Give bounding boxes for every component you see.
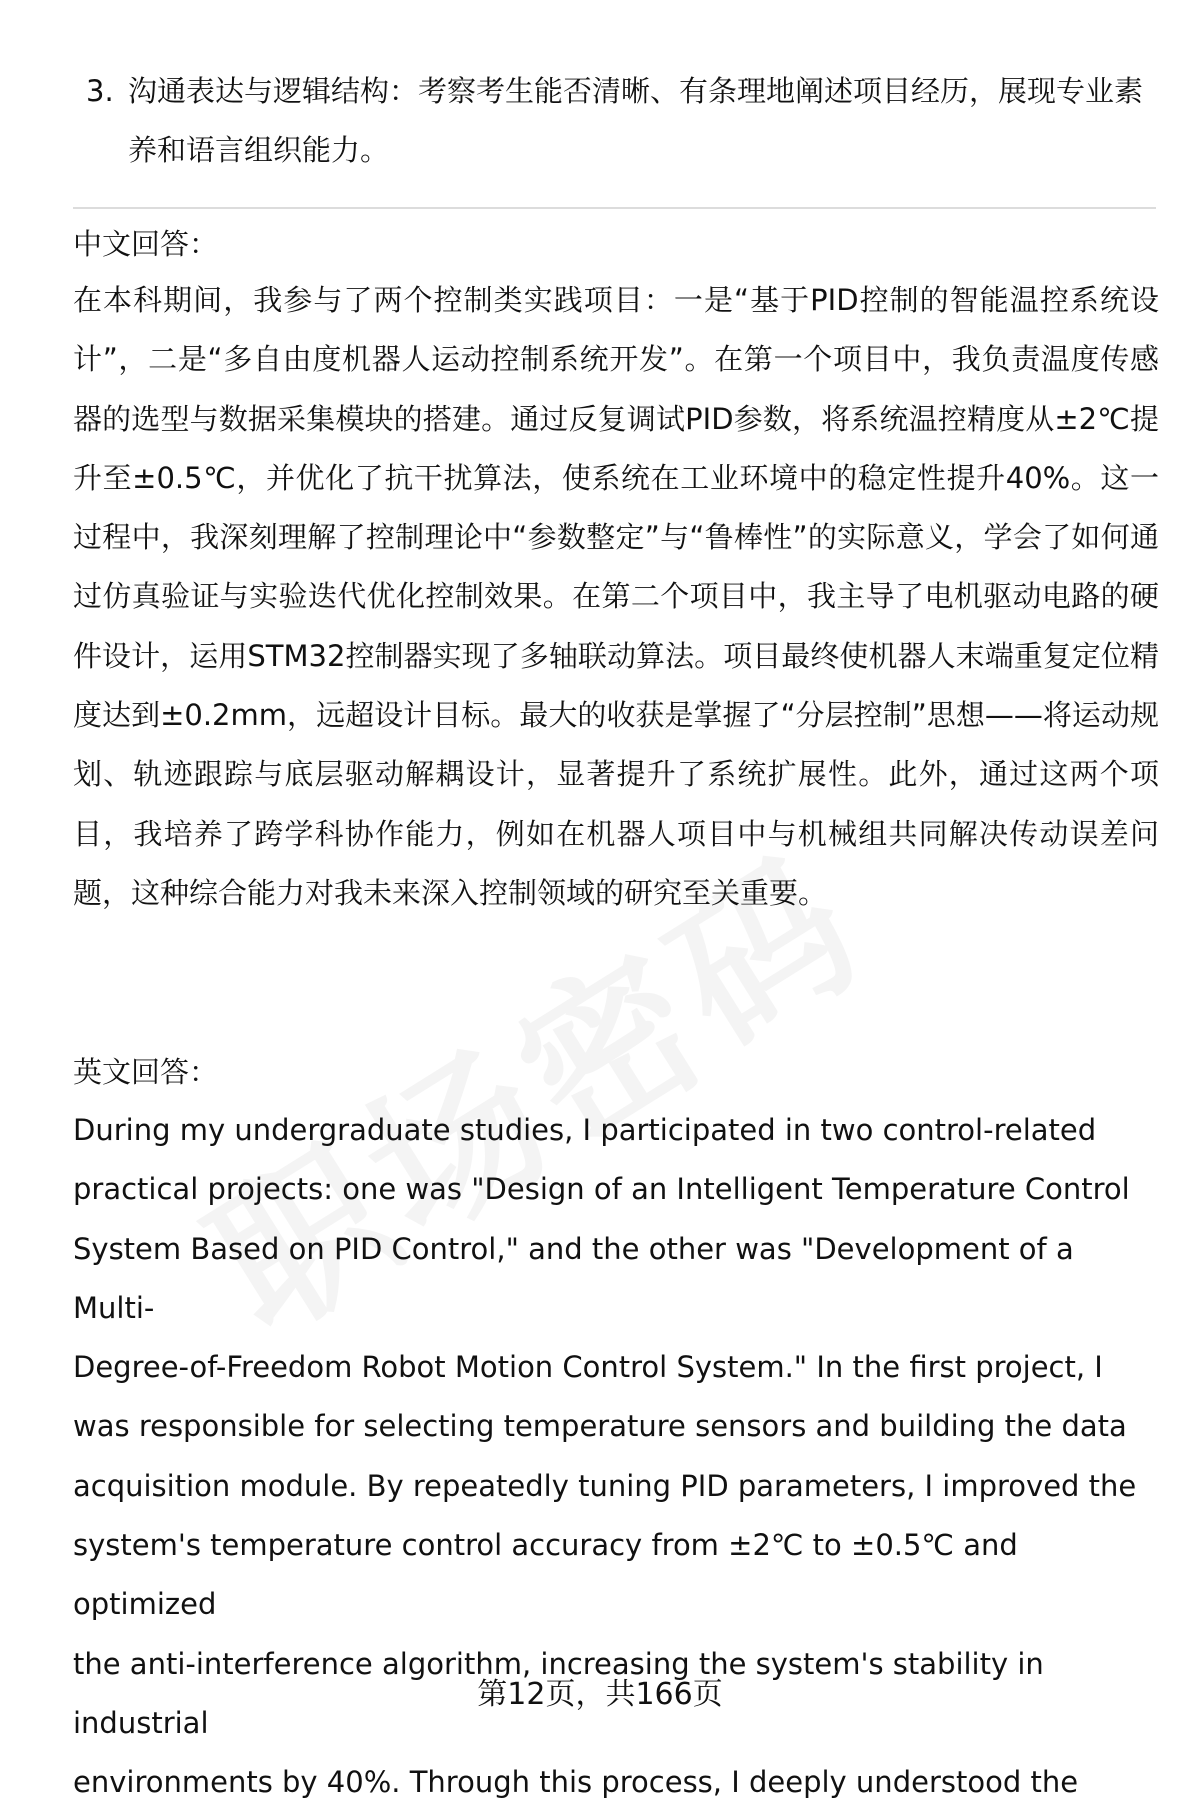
divider: [73, 207, 1156, 209]
english-line: system's temperature control accuracy from ±2℃ to ±0.5℃ and optimized: [73, 1528, 1018, 1622]
list-item: [86, 62, 1156, 180]
chinese-answer-body: 在本科期间，我参与了两个控制类实践项目：一是“基于PID控制的智能温控系统设计”，二是“多自由度机器人运动控制系统开发”。在第一个项目中，我负责温度传感器的选型与数据采集模块的搭建。通过反复调试PID参数，将系统温控精度从±2℃提升至±0.5℃，并优化了抗干扰算法，使系统在工业环境中的稳定性提升40%。这一过程中，我深刻理解了控制理论中“参数整定”与“鲁棒性”的实际意义，学会了如何通过仿真验证与实验迭代优化控制效果。在第二个项目中，我主导了电机驱动电路的硬件设计，运用STM32控制器实现了多轴联动算法。项目最终使机器人末端重复定位精度达到±0.2mm，远超设计目标。最大的收获是掌握了“分层控制”思想——将运动规划、轨迹跟踪与底层驱动解耦设计，显著提升了系统扩展性。此外，通过这两个项目，我培养了跨学科协作能力，例如在机器人项目中与机械组共同解决传动误差问题，这种综合能力对我未来深入控制领域的研究至关重要。: [73, 283, 1159, 910]
english-line: System Based on PID Control," and the other was "Development of a Multi-: [73, 1231, 1074, 1325]
english-line: the anti-interference algorithm, increasing the system's stability in industrial: [73, 1646, 1044, 1740]
english-line: environments by 40%. Through this process, I deeply understood the: [73, 1765, 1079, 1800]
list-item-number: 3.: [86, 74, 114, 108]
chinese-answer-heading: 中文回答：: [73, 227, 219, 261]
english-line: was responsible for selecting temperature sensors and building the data: [73, 1409, 1127, 1444]
english-line: practical projects: one was "Design of an Intelligent Temperature Control: [73, 1172, 1130, 1207]
english-line: acquisition module. By repeatedly tuning PID parameters, I improved the: [73, 1468, 1137, 1503]
english-line: Degree-of-Freedom Robot Motion Control System." In the first project, I: [73, 1350, 1103, 1385]
english-line: During my undergraduate studies, I participated in two control-related: [73, 1113, 1097, 1147]
page-footer: 第12页，共166页: [477, 1677, 723, 1712]
list-item-text: 沟通表达与逻辑结构：考察考生能否清晰、有条理地阐述项目经历，展现专业素养和语言组织能力。: [128, 74, 1144, 167]
english-answer-heading: 英文回答：: [73, 1055, 219, 1089]
